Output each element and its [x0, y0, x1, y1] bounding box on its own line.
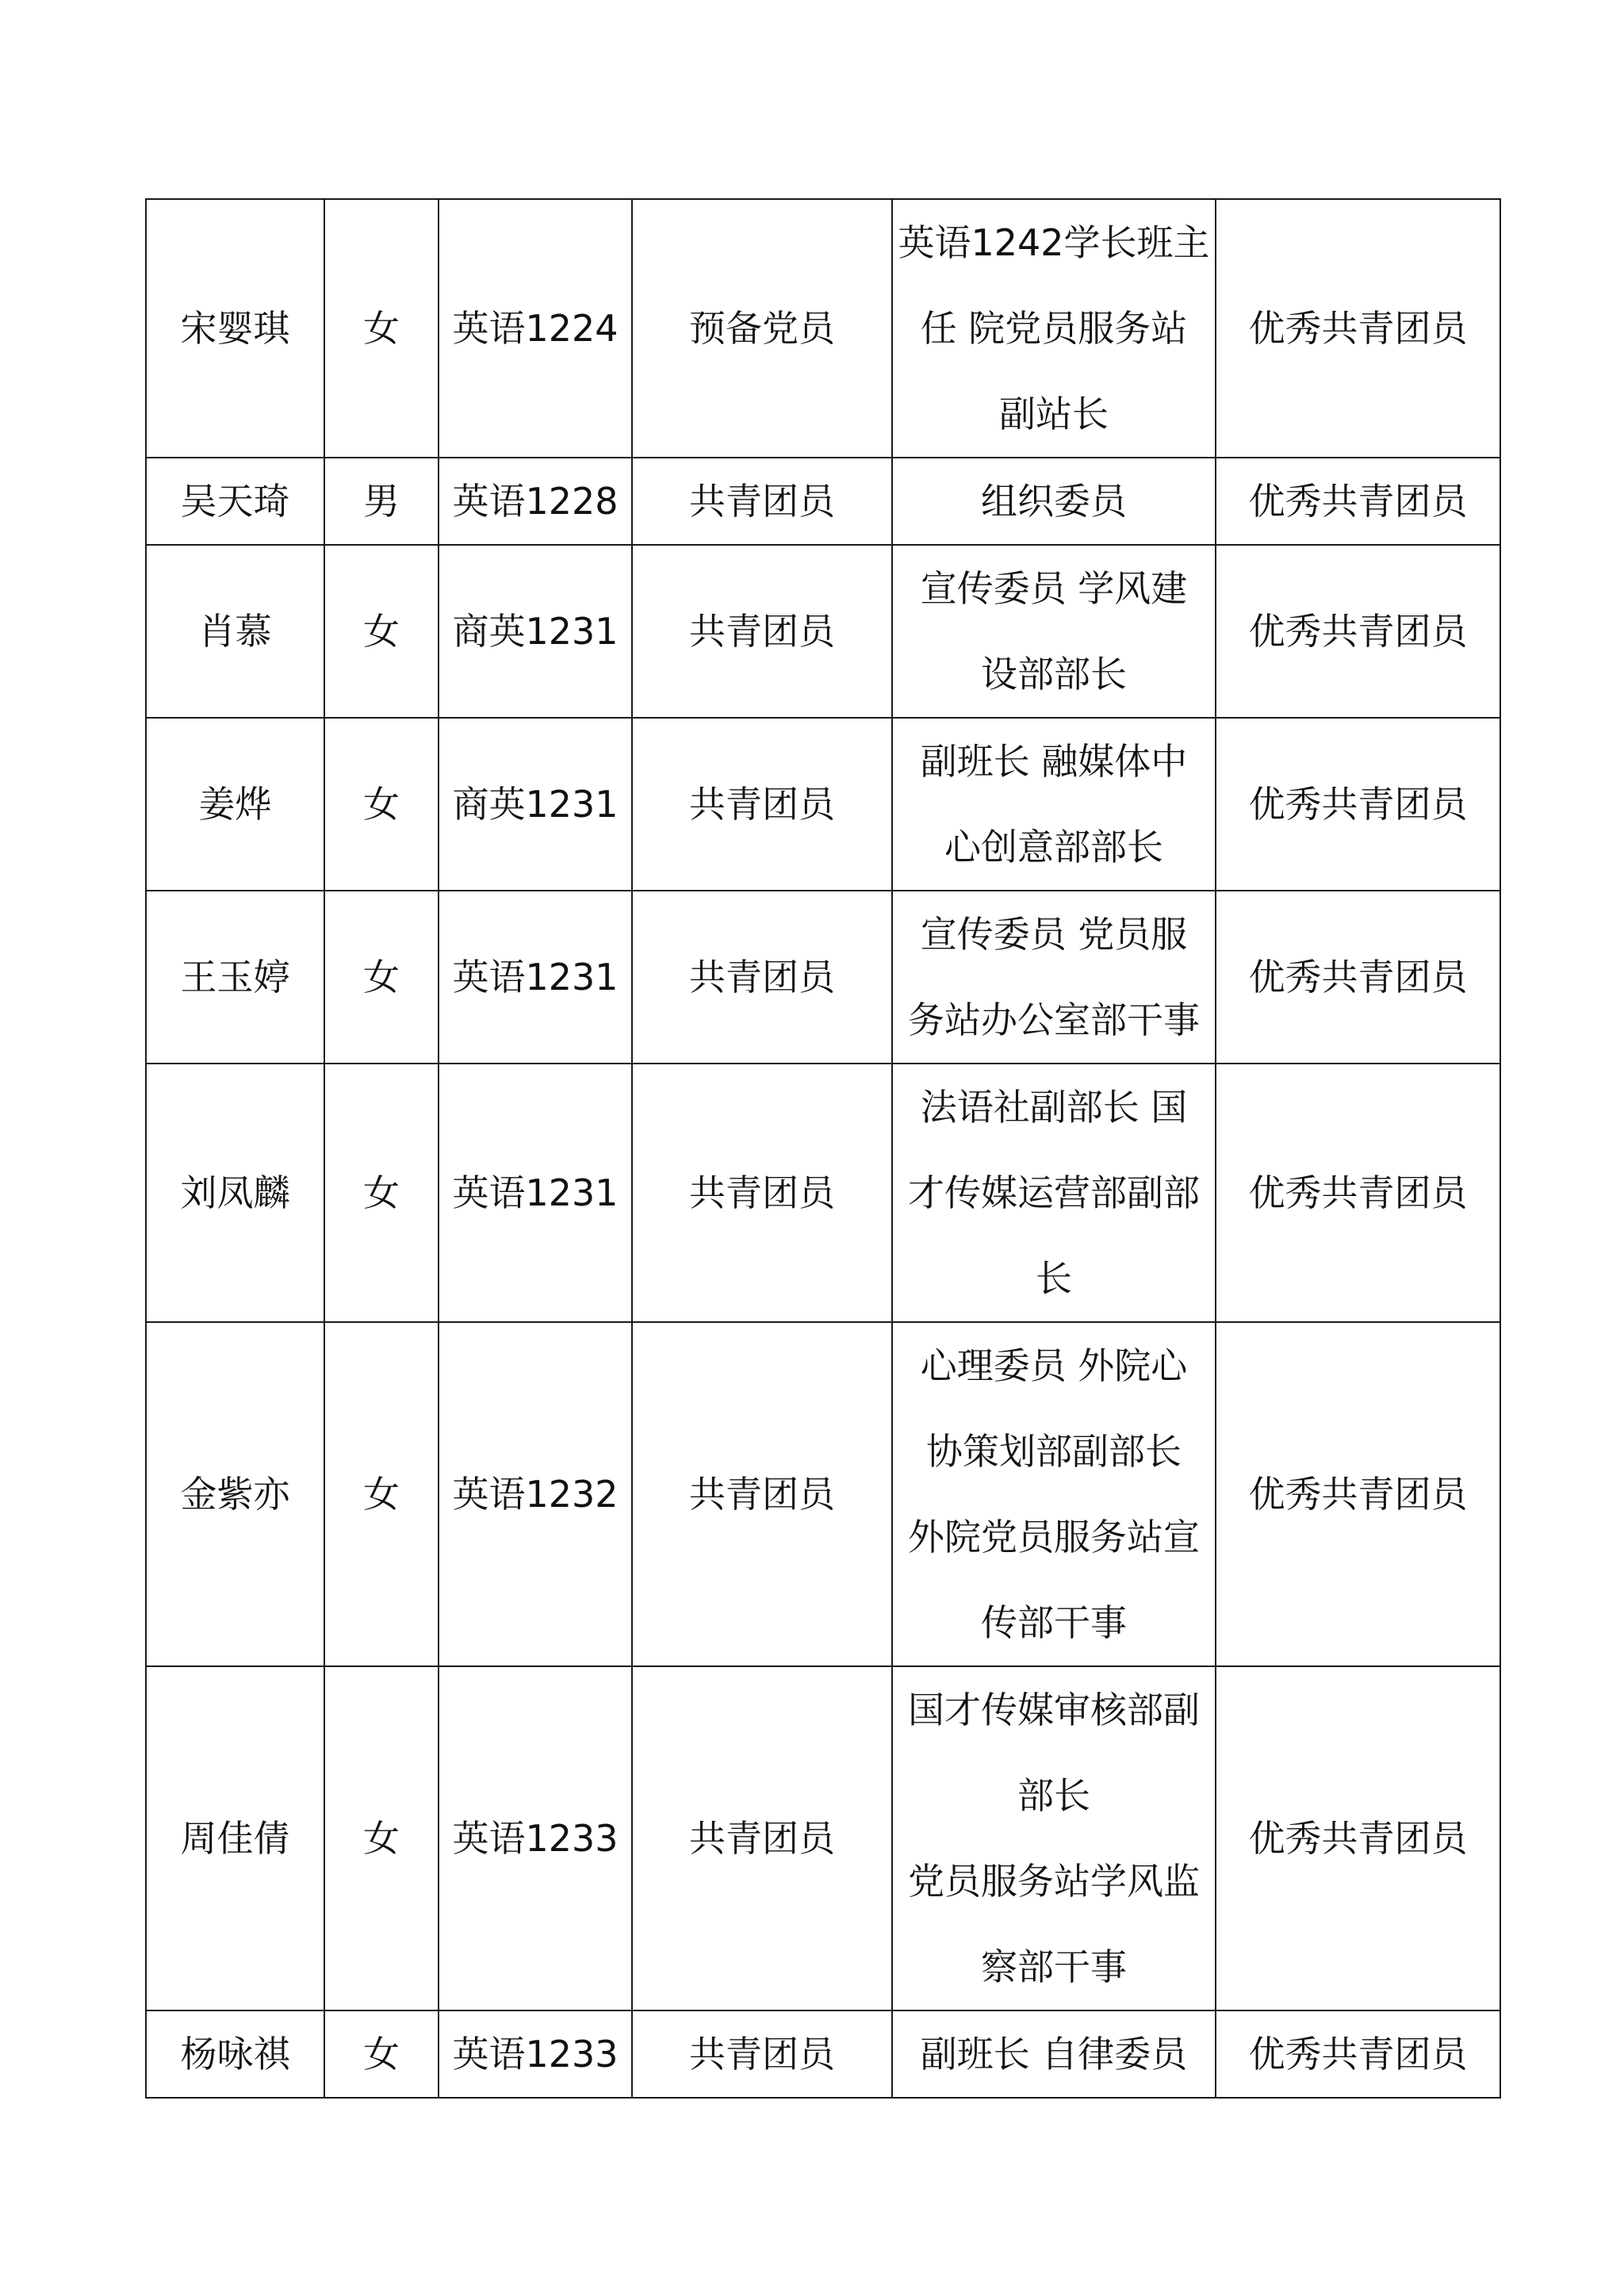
position-line: 务站办公室部干事: [908, 999, 1200, 1041]
position-line: 副班长 融媒体中: [920, 740, 1188, 783]
political-status-cell: 共青团员: [632, 458, 892, 545]
position-cell: [892, 718, 1216, 891]
class-cell: 英语1231: [439, 1064, 632, 1322]
position-line: 副班长 自律委员: [920, 2033, 1188, 2076]
class-cell: 英语1228: [439, 458, 632, 545]
position-cell: [892, 458, 1216, 545]
gender-cell: 女: [324, 545, 439, 718]
position-cell: [892, 1666, 1216, 2010]
position-line: 副站长: [999, 393, 1109, 435]
position-cell: [892, 199, 1216, 458]
honor-cell: 优秀共青团员: [1216, 458, 1500, 545]
position-cell: [892, 891, 1216, 1064]
class-cell: 商英1231: [439, 718, 632, 891]
political-status-cell: 共青团员: [632, 718, 892, 891]
name-cell: 周佳倩: [146, 1666, 324, 2010]
position-cell: [892, 1064, 1216, 1322]
class-cell: 英语1232: [439, 1322, 632, 1666]
political-status-cell: 预备党员: [632, 199, 892, 458]
gender-cell: 女: [324, 718, 439, 891]
gender-cell: 女: [324, 199, 439, 458]
class-cell: 英语1224: [439, 199, 632, 458]
name-cell: 姜烨: [146, 718, 324, 891]
gender-cell: 女: [324, 1666, 439, 2010]
position-line: 任 院党员服务站: [920, 307, 1188, 350]
position-line: 长: [1036, 1257, 1072, 1300]
class-cell: 英语1231: [439, 891, 632, 1064]
position-line: 才传媒运营部副部: [908, 1171, 1200, 1214]
position-line: 法语社副部长 国: [920, 1086, 1188, 1129]
political-status-cell: 共青团员: [632, 545, 892, 718]
honor-cell: 优秀共青团员: [1216, 199, 1500, 458]
gender-cell: 女: [324, 1064, 439, 1322]
gender-cell: 女: [324, 2010, 439, 2098]
political-status-cell: 共青团员: [632, 2010, 892, 2098]
position-line: 心创意部部长: [944, 826, 1163, 868]
name-cell: 金紫亦: [146, 1322, 324, 1666]
position-line: 外院党员服务站宣: [908, 1516, 1200, 1558]
honor-cell: 优秀共青团员: [1216, 2010, 1500, 2098]
position-line: 国才传媒审核部副: [908, 1688, 1200, 1731]
table-row: [146, 2010, 1500, 2098]
honor-cell: 优秀共青团员: [1216, 1064, 1500, 1322]
table-row: [146, 718, 1500, 891]
name-cell: 肖慕: [146, 545, 324, 718]
position-line: 宣传委员 党员服: [920, 913, 1188, 956]
position-line: 英语1242学长班主: [898, 221, 1210, 264]
honor-cell: 优秀共青团员: [1216, 1322, 1500, 1666]
table-row: [146, 458, 1500, 545]
table-body: [146, 199, 1500, 2098]
table-row: [146, 1666, 1500, 2010]
position-line: 党员服务站学风监: [908, 1860, 1200, 1903]
gender-cell: 女: [324, 891, 439, 1064]
name-cell: 杨咏祺: [146, 2010, 324, 2098]
table-row: [146, 891, 1500, 1064]
position-line: 心理委员 外院心: [920, 1344, 1188, 1387]
name-cell: 刘凤麟: [146, 1064, 324, 1322]
name-cell: 王玉婷: [146, 891, 324, 1064]
position-line: 协策划部副部长: [926, 1430, 1182, 1473]
position-cell: [892, 545, 1216, 718]
class-cell: 英语1233: [439, 1666, 632, 2010]
honor-cell: 优秀共青团员: [1216, 718, 1500, 891]
table-row: [146, 1064, 1500, 1322]
table-row: [146, 1322, 1500, 1666]
position-cell: [892, 1322, 1216, 1666]
class-cell: 英语1233: [439, 2010, 632, 2098]
political-status-cell: 共青团员: [632, 1322, 892, 1666]
table-row: [146, 199, 1500, 458]
honor-cell: 优秀共青团员: [1216, 1666, 1500, 2010]
gender-cell: 男: [324, 458, 439, 545]
position-line: 设部部长: [981, 653, 1127, 696]
honor-cell: 优秀共青团员: [1216, 891, 1500, 1064]
name-cell: 吴天琦: [146, 458, 324, 545]
position-line: 部长: [1017, 1774, 1090, 1817]
position-cell: [892, 2010, 1216, 2098]
position-line: 宣传委员 学风建: [920, 567, 1188, 610]
political-status-cell: 共青团员: [632, 891, 892, 1064]
position-line: 察部干事: [981, 1945, 1127, 1988]
political-status-cell: 共青团员: [632, 1666, 892, 2010]
political-status-cell: 共青团员: [632, 1064, 892, 1322]
gender-cell: 女: [324, 1322, 439, 1666]
name-cell: 宋婴琪: [146, 199, 324, 458]
award-list-table: [145, 198, 1501, 2099]
class-cell: 商英1231: [439, 545, 632, 718]
table-row: [146, 545, 1500, 718]
position-line: 传部干事: [981, 1601, 1127, 1644]
position-line: 组织委员: [981, 480, 1127, 523]
honor-cell: 优秀共青团员: [1216, 545, 1500, 718]
